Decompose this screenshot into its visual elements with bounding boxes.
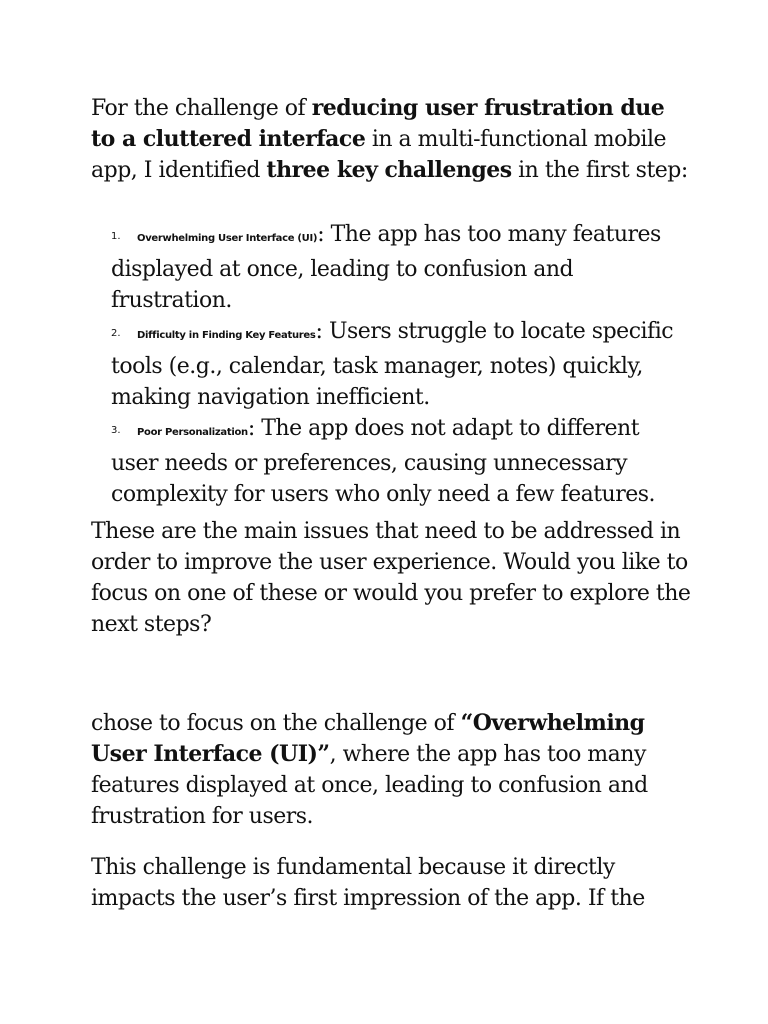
intro-text-2: in a multi-functional mobile app, I identified bbox=[91, 127, 667, 183]
list-item bbox=[0, 413, 691, 510]
choice-paragraph bbox=[91, 708, 691, 832]
list-number: 3. bbox=[111, 425, 121, 436]
challenge-text: The app does not adapt to different user needs or preferences, causing unnecessary complexity for users who only need a few features. bbox=[111, 416, 656, 507]
intro-text-1: For the challenge of bbox=[91, 96, 312, 121]
intro-text-3: in the first step: bbox=[511, 158, 688, 183]
challenge-label: Difficulty in Finding Key Features bbox=[137, 330, 316, 341]
choice-text-1: chose to focus on the challenge of bbox=[91, 711, 461, 736]
list-item bbox=[0, 316, 691, 413]
challenge-label: Poor Personalization bbox=[137, 427, 248, 438]
list-item bbox=[0, 219, 691, 316]
challenge-separator: : bbox=[315, 319, 323, 344]
challenge-text: The app has too many features displayed at once, leading to confusion and frustration. bbox=[111, 222, 661, 313]
challenge-separator: : bbox=[317, 222, 325, 247]
intro-bold-1: reducing user frustration due to a cluttered interface bbox=[91, 95, 665, 152]
choice-text-2: , where the app has too many features displayed at once, leading to confusion and frustration for users. bbox=[91, 742, 648, 829]
challenge-list bbox=[0, 219, 768, 510]
list-number: 1. bbox=[111, 231, 121, 242]
challenge-separator: : bbox=[247, 416, 255, 441]
summary-paragraph: These are the main issues that need to be addressed in order to improve the user experience. Would you like to focus on one of these or would you prefer to explore the next steps? bbox=[91, 519, 691, 637]
challenge-label: Overwhelming User Interface (UI) bbox=[137, 233, 318, 244]
intro-bold-2: three key challenges bbox=[266, 157, 512, 183]
closing-paragraph: This challenge is fundamental because it directly impacts the user’s first impression of the app. If the bbox=[91, 855, 645, 911]
challenge-text: Users struggle to locate specific tools (e.g., calendar, task manager, notes) quickly, making navigation inefficient. bbox=[111, 319, 674, 410]
list-number: 2. bbox=[111, 328, 121, 339]
choice-bold: “Overwhelming User Interface (UI)” bbox=[91, 710, 645, 767]
intro-paragraph bbox=[91, 93, 691, 186]
